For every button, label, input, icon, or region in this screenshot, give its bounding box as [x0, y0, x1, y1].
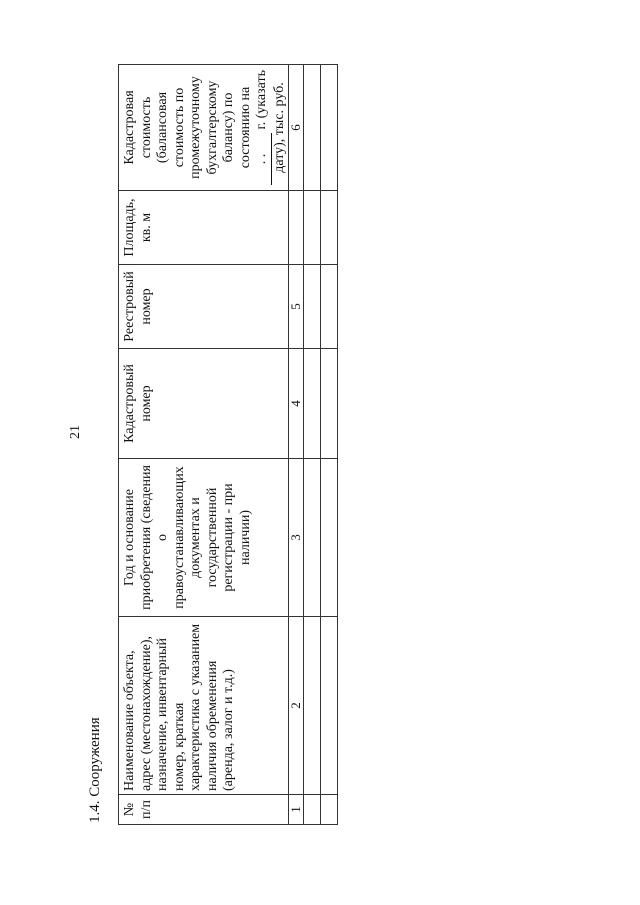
- column-number-row: [289, 65, 304, 825]
- table-cell: [304, 65, 321, 191]
- table-cell: [321, 265, 338, 349]
- table-cell: [321, 191, 338, 265]
- header-value-text: Кадастровая стоимость (балансовая стоимость по промежуточному бухгалтерскому балансу) по состоянию на: [122, 76, 253, 179]
- column-number: 3: [289, 459, 304, 617]
- header-row: [119, 65, 289, 825]
- table-cell: [304, 617, 321, 795]
- column-number: 2: [289, 617, 304, 795]
- header-acquisition: Год и основание приобретения (сведения о правоустанавливающих документах и государственной регистрации - при наличии): [119, 459, 289, 617]
- column-number: 1: [289, 795, 304, 825]
- header-area: Площадь, кв. м: [119, 191, 289, 265]
- table-row: [321, 65, 338, 825]
- table-cell: [321, 349, 338, 459]
- date-blank: . .: [254, 133, 272, 185]
- column-number: 5: [289, 265, 304, 349]
- table-cell: [321, 65, 338, 191]
- header-value: [119, 65, 289, 191]
- table-cell: [304, 191, 321, 265]
- header-value-suffix: г. (указать дату), тыс. руб.: [254, 70, 287, 173]
- table-cell: [304, 795, 321, 825]
- column-number: 6: [289, 65, 304, 191]
- column-number: 4: [289, 349, 304, 459]
- table-cell: [321, 795, 338, 825]
- table-cell: [321, 459, 338, 617]
- structures-table: [118, 64, 338, 825]
- table-cell: [304, 265, 321, 349]
- section-title: 1.4. Сооружения: [87, 717, 103, 823]
- table-cell: [304, 349, 321, 459]
- page-number: 21: [68, 425, 83, 439]
- table-cell: [321, 617, 338, 795]
- header-cadastral-number: Кадастровый номер: [119, 349, 289, 459]
- table-cell: [304, 459, 321, 617]
- header-number: № п/п: [119, 795, 289, 825]
- table-row: [304, 65, 321, 825]
- rotated-content: [80, 65, 380, 825]
- column-number: [289, 191, 304, 265]
- header-name: Наименование объекта, адрес (местонахождение), назначение, инвентарный номер, краткая характеристика с указанием наличия обременения (аренда, залог и т.д.): [119, 617, 289, 795]
- header-registry-number: Реестровый номер: [119, 265, 289, 349]
